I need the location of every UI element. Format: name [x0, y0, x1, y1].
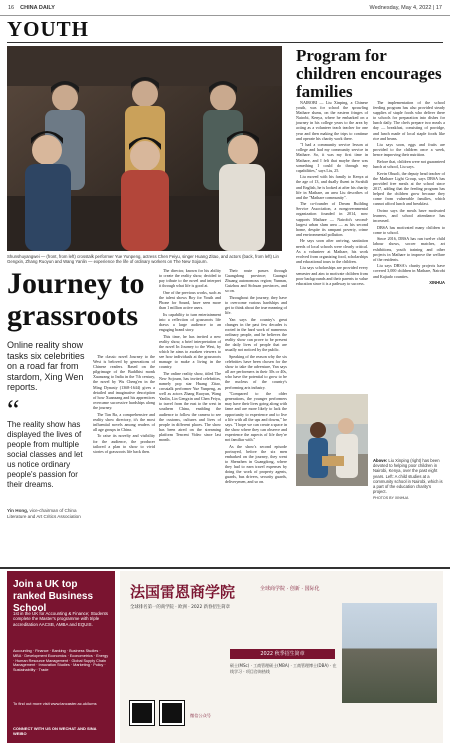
side-column-1 [296, 100, 368, 390]
lead-photo [7, 46, 282, 251]
ad-lancaster[interactable] [7, 571, 115, 743]
side-photo [296, 394, 368, 486]
side-column-2 [373, 100, 445, 378]
ad-rennes[interactable] [120, 571, 443, 743]
pull-quote [7, 395, 89, 490]
side-paragraph: "I had a community service lesson at college and had my community service in Mathare. So, it was my first time in Mathare, and I felt that maybe there was something I could do through my capabilities," says Liu, 25. [296, 142, 368, 173]
ad-lancaster-title: Join a UK top ranked Business School [13, 579, 94, 614]
lead-column-3 [225, 268, 287, 562]
ad-lancaster-contact[interactable]: To find out more visit www.lancaster.ac.uk/lums [13, 701, 97, 706]
qr-code-icon[interactable] [130, 701, 154, 725]
lead-paragraph: Their route passes through Guangdong province; Guangxi Zhuang autonomous region; Yunnan, Guizhou and Sichuan provinces, and so on. [225, 268, 287, 294]
quote-mark-icon: “ [7, 395, 20, 426]
lead-photo-caption: Shunshuyangwei — (front, from left) crosstalk performer Yue Yunpeng, actress Chen Feiyu, singer Huang Zitao, and actors (back, from left) Lin Gengxin, Zhang Ruoyun and Wang Yanlin — experience the life of ordinary workers on The New Sojourn. [7, 254, 279, 265]
lead-headline: Journey to grassroots [7, 267, 145, 332]
section-title: YOUTH [7, 17, 90, 41]
side-paragraph: Liu says soon, eggs and fruits are provided to the children once a week, hence improving their nutrition. [373, 142, 445, 158]
side-paragraph: Owino says the meals have motivated learners, and school attendance has increased. [373, 207, 445, 224]
side-paragraph: Liu says scholarships are provided every semester and aim to motivate children from poor backgrounds and their parents to value education since it is a pathway to success. [296, 265, 368, 286]
side-paragraph: Before that, children were not guaranteed lunch at school, Liu says. [373, 159, 445, 170]
lead-paragraph: Throughout the journey, they have to overcome various hardships and get to think about the true meaning of life. [225, 294, 287, 316]
ad-rennes-tagline: 全球商学院 · 创新 · 国际化 [260, 586, 320, 592]
side-photo-illustration [296, 394, 368, 486]
side-paragraph: Liu moved with his family to Kenya at the age of 13, and dually fluent in Swahili and English, he is looked at after his charity life in Mathare, an area Liu describes of and the "Mathare community". [296, 174, 368, 200]
side-paragraph: Kevin Obuoli, the deputy head teacher of the Mathare Light Group, says DBSA has provided free meals at the school since 2017, adding that the feeding program has helped the children grow because they come from vulnerable families, which cannot afford lunch and breakfast. [373, 170, 445, 207]
pull-credit-name: Yin Hong, [7, 508, 29, 513]
lead-paragraph: One of the previous works, such as the talent shows Boy for Youth and Phone for Sound, have seen more than 1 million active users. [159, 289, 221, 311]
side-photo-credit: PHOTOS BY XINHUA [373, 496, 409, 501]
side-paragraph: The implementation of the school feeding program has also provided steady supplies of staple foods who deliver there to schools for preparation into dishes for lunch daily. The chefs prepare two meals a day — breakfast, consisting of porridge, and lunch made of local staple foods like rice and beans. [373, 100, 445, 141]
side-photo-caption-lead: Above: [373, 458, 388, 463]
ad-rennes-stats: 全球排名第一的商学院 · 欧洲 · 2022 新春招生简章 [130, 605, 230, 610]
side-paragraph: NAIROBI — Liu Xinping, a Chinese youth, was for school the sprawling Mathare slums, on the eastern fringes of Nairobi, Kenya, where he embarked on a journey in his college years to the area by acting as a volunteer teach teacher for one year and then making the trips to continue and operate his charity work there. [296, 100, 368, 141]
lead-paragraph: Its capability to turn entertainment into a reflection of grassroots life draws a large audience to an engaging brand story. [159, 311, 221, 333]
ad-lancaster-connect: CONNECT WITH US ON WECHAT AND SINA WEIBO [13, 726, 97, 736]
lead-deck: Online reality show tasks six celebrities on a road far from stardom, Xing Wen reports. [7, 340, 85, 392]
side-paragraph: DBSA has motivated many children to come to school. [373, 224, 445, 235]
lead-photo-illustration [7, 46, 282, 251]
lead-paragraph: The classic novel Journey to the West is beloved by generations of Chinese readers. Based on the pilgrimage of the Buddhist monk Xuanzang to India in the 7th century, the novel by Wu Cheng'en in the Ming Dynasty (1368-1644) gives a detailed and imaginative description of how Xuanzang and his apprentices overcame successive hardships along the journey. [93, 354, 155, 410]
lead-paragraph: "Compared to the older generations, the younger performers may have their lives going along with fame and are more likely to lack the opportunity to experience and to live a life with all the ups and downs," he says. "I hope we can create a space in the show where they can observe and experience the aspects of life they're not familiar with." [225, 391, 287, 442]
ad-lancaster-intro: 1st in the UK for Accounting & Finance; Students complete the Master's programme with triple accreditation AACSB, AMBA and EQUIS. [13, 611, 108, 627]
ad-lancaster-programmes: Accounting · Finance · Banking · Business Studies · MBA · Development Economics · Econometrics · Energy · Human Resource Management · Global Supply Chain Management · Innovation Studies · Marketing · Policy · Sustainability · Trade [13, 649, 109, 673]
side-signature: XINHUA [429, 280, 445, 286]
ad-rennes-title: 法国雷恩商学院 [130, 583, 236, 601]
pull-credit-title: vice-chairman of China Literature and Art Critics Association [7, 508, 81, 519]
side-photo-caption-text: Liu Xinping (right) has been devoted to helping poor children in Nairobi, Kenya, over the past eight years. Left: A child studies at a community school in Nairobi, which is a part of the education charity's project. [373, 458, 443, 495]
masthead-date: Wednesday, May 4, 2022 | 17 [369, 4, 442, 11]
side-photo-caption [373, 458, 445, 502]
lead-column-1 [93, 354, 155, 562]
qr-code-icon[interactable] [160, 701, 184, 725]
side-paragraph: Since 2016, DBSA has run twelve child labour shows, soccer matches, art exhibitions, youth training and other projects in Mathare to improve the welfare of the residents. [373, 236, 445, 262]
masthead [0, 0, 450, 16]
lead-paragraph: The Tan Ba, a comprehensive and reality show directory, it's the most influential novels among readers of all age groups in China. [93, 411, 155, 432]
lead-paragraph: As the show's second episode portrayed, before the six men embarked on the journey, they went to Shenzhen in Guangdong, where they had to earn travel expenses by doing the work of property agents, guards, bus drivers, security guards, deliverymen, and so on. [225, 443, 287, 485]
lead-paragraph: The director, known for his ability to create the reality show, decided to pay tribute to the novel and interpret it through what life is good at. [159, 268, 221, 289]
side-paragraph: He says soon after arriving, sanitation needs of local schools were clearly critical. As a volunteer at Mathare, his work evolved from organizing food, scholarships and educational tours to the children. [296, 238, 368, 264]
lead-paragraph: The online reality show, titled The New Sojourn, has invited celebrities, namely pop star Huang Zitao, crosstalk performer Yue Yunpeng, as well as actors Zhang Ruoyun, Wang Yanlin, Lin Gengxin and Chen Feiyu, to travel from the east to the west in southern China, enabling the audience to follow the camera to see the customs, cultures and lives of people in different places. The show has been aired on the streaming platform Tencent Video since last month. [159, 370, 221, 442]
side-paragraph: The co-founder of Dream Building Service Association, a nongovernmental organization founded in 2014, now supports Mathare — Nairobi's second-largest urban slum area — as his second home, despite its rampant poverty, crime and environmental pollution. [296, 201, 368, 237]
ad-rennes-campus-photo [342, 603, 437, 703]
lead-column-2 [159, 268, 221, 562]
lead-paragraph: This time, he has invited a new reality show, a brief interpretation of the novel In Journey to the West, by which he aims to awaken viewers to see how individuals at the grassroots manage to make a living in the country. [159, 333, 221, 370]
side-paragraph: Liu says DBSA's charity projects have covered 3,000 children in Mathare, Nairobi and Kajiado counties. [373, 263, 445, 279]
pull-quote-credit [7, 508, 89, 519]
ad-rennes-programmes: 硕士(MSc) · 工商管理硕士(MBA) · 工商管理博士(DBA) · 在线学习 · 项目咨询热线 [230, 663, 337, 674]
side-headline: Program for children encourages families [296, 46, 442, 101]
lead-paragraph: To raise its novelty and visibility for the audience, the producer tailored a plan to show to vivid stories of grassroots life back then. [93, 433, 155, 454]
page-number: 16 [8, 4, 15, 11]
pull-quote-text: The reality show has displayed the lives of people from multiple social classes and let us notice ordinary people's passion for their dreams. [7, 420, 83, 489]
masthead-brand: CHINA DAILY [20, 4, 55, 11]
lead-paragraph: Speaking of the reason why the six celebrities have been chosen for the show to take the adventure, Yan says all are performers in their 30s or 40s, who have the potential to grow to be the nucleus of the country's performing arts industry. [225, 354, 287, 390]
section-divider [7, 42, 443, 43]
lead-paragraph: Yan says the country's great changes in the past few decades is rooted in the hard work of numerous ordinary people, and he believes the reality show can prove to be present the daily lives of people that are usually not noticed by the public. [225, 316, 287, 353]
ad-rennes-apply-banner[interactable]: 2022 秋季招生简章 [230, 649, 335, 659]
ad-rennes-qr-note: 微信公众号 [190, 713, 211, 718]
